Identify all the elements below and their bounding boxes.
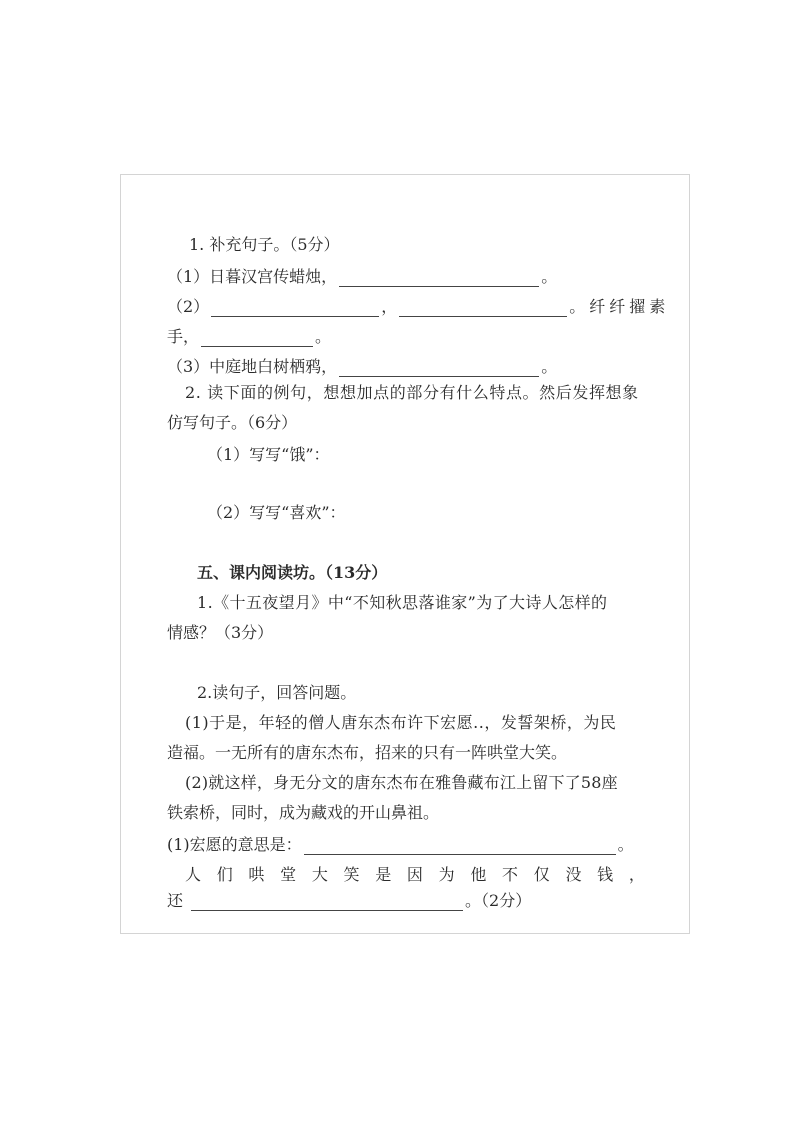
answer-2-line-2 — [167, 891, 531, 911]
spread-char: 堂 — [280, 865, 297, 884]
spread-char: 不 — [502, 865, 519, 884]
q1-item-1-end: 。 — [541, 267, 558, 286]
spread-char: 仅 — [533, 865, 550, 884]
q2-item-2: （2）写写“喜欢”： — [207, 503, 346, 522]
q1-item-3-end: 。 — [541, 357, 558, 376]
q1-title: 1. 补充句子。（5分） — [189, 235, 340, 254]
q1-item-2-continued — [167, 327, 331, 347]
section-5-heading: 五、课内阅读坊。（13分） — [197, 563, 388, 582]
q1-item-2-label: （2） — [167, 297, 210, 316]
sentence-2-line-2: 铁索桥，同时，成为藏戏的开山鼻祖。 — [167, 803, 440, 822]
spread-char: 笑 — [343, 865, 360, 884]
spread-char: 因 — [406, 865, 423, 884]
answer-blank[interactable] — [399, 301, 567, 317]
spread-char: 为 — [438, 865, 455, 884]
answer-2-line-1 — [185, 865, 645, 885]
sentence-1-line-1: (1)于是，年轻的僧人唐东杰布许下宏愿..，发誓架桥，为民 — [185, 713, 617, 732]
q1-item-2 — [167, 297, 669, 317]
q1-item-2-cont-end: 。 — [315, 327, 332, 346]
answer-2-cont-text: 还 — [167, 891, 184, 910]
sentence-2-line-1: (2)就这样，身无分文的唐东杰布在雅鲁藏布江上留下了58座 — [185, 773, 618, 792]
spread-char: 们 — [216, 865, 233, 884]
s5-q1-line-1: 1.《十五夜望月》中“不知秋思落谁家”为了大诗人怎样的 — [197, 593, 608, 612]
spread-char: 没 — [565, 865, 582, 884]
spread-char: 钱 — [597, 865, 614, 884]
spread-char: 他 — [470, 865, 487, 884]
answer-1-text: (1)宏愿的意思是： — [167, 835, 302, 854]
answer-1-end: 。 — [617, 835, 634, 854]
spread-char: 是 — [375, 865, 392, 884]
spread-char: 人 — [185, 865, 202, 884]
q1-item-2-text: 。纤纤擢素 — [569, 297, 670, 316]
worksheet-page — [120, 174, 690, 934]
answer-blank[interactable] — [304, 839, 616, 855]
q2-item-1: （1）写写“饿”： — [207, 445, 330, 464]
q1-item-2-cont-text: 手， — [167, 327, 200, 346]
q2-title-line-1: 2. 读下面的例句，想想加点的部分有什么特点。然后发挥想象 — [185, 383, 639, 402]
q1-item-1-text: （1）日暮汉宫传蜡烛， — [167, 267, 338, 286]
spread-char: 哄 — [248, 865, 265, 884]
q1-item-2-comma: ， — [381, 297, 398, 316]
sentence-1-line-2: 造福。一无所有的唐东杰布，招来的只有一阵哄堂大笑。 — [167, 743, 568, 762]
answer-blank[interactable] — [211, 301, 379, 317]
answer-1 — [167, 835, 634, 855]
s5-q1-line-2: 情感？（3分） — [167, 623, 274, 642]
q1-item-3 — [167, 357, 557, 377]
answer-2-end: 。（2分） — [465, 891, 532, 910]
s5-q2-title: 2.读句子，回答问题。 — [197, 683, 357, 702]
q1-item-1 — [167, 267, 557, 287]
spread-char: ， — [628, 865, 645, 884]
answer-blank[interactable] — [191, 895, 463, 911]
answer-blank[interactable] — [339, 361, 539, 377]
answer-blank[interactable] — [201, 331, 313, 347]
answer-blank[interactable] — [339, 271, 539, 287]
spread-char: 大 — [311, 865, 328, 884]
q1-item-3-text: （3）中庭地白树栖鸦， — [167, 357, 338, 376]
q2-title-line-2: 仿写句子。（6分） — [167, 413, 298, 432]
